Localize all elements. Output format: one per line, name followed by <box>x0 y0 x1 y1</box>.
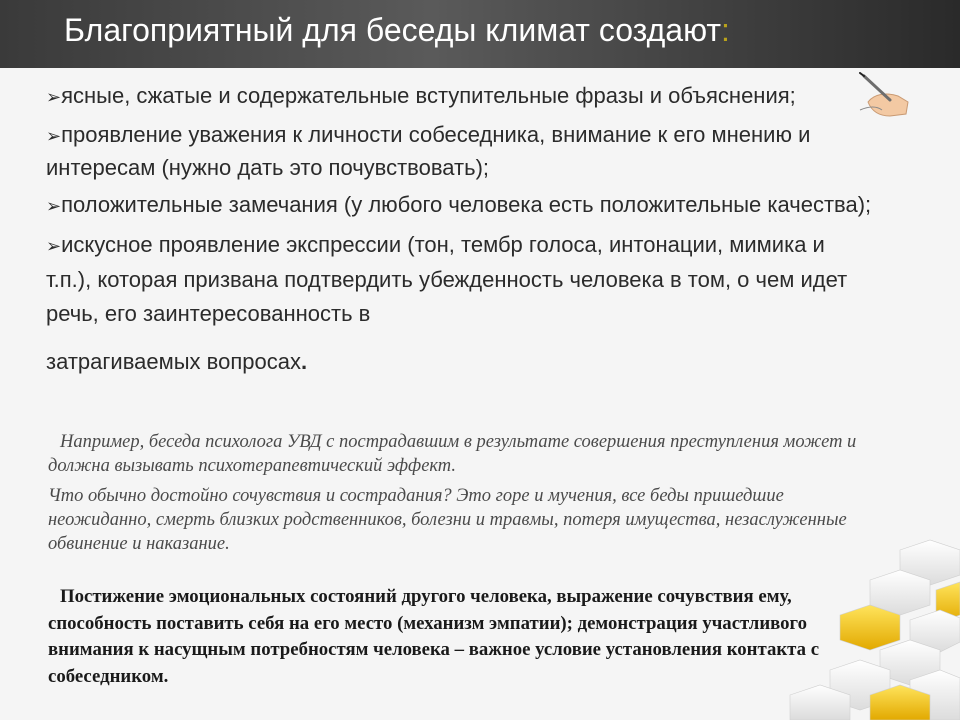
arrow-bullet-icon: ➢ <box>46 126 62 146</box>
bullet-text: положительные замечания (у любого человека есть положительные качества); <box>61 192 872 217</box>
example-paragraph <box>48 484 878 556</box>
bullet-item <box>46 189 876 222</box>
bullet-list <box>46 80 876 385</box>
slide-title-text: Благоприятный для беседы климат создают <box>64 12 722 48</box>
bullet-text: искусное проявление экспрессии (тон, тембр голоса, интонации, мимика и т.п.), которая призвана подтвердить убежденность человека в том, о чем идет речь, его заинтересованность в <box>46 232 848 326</box>
slide-title-colon: : <box>721 12 730 48</box>
arrow-bullet-icon: ➢ <box>46 236 62 256</box>
slide-title <box>64 12 730 49</box>
bullet-text-tail <box>46 345 876 379</box>
conclusion-paragraph <box>48 584 878 690</box>
conclusion-text: Постижение эмоциональных состояний другого человека, выражение сочувствия ему, способность поставить себя на его место (механизм эмпатии); демонстрация участливого внимания к насущным потребностям человека – важное условие установления контакта с собеседником. <box>48 586 820 687</box>
title-bar <box>0 0 960 68</box>
example-text: Что обычно достойно сочувствия и сострадания? Это горе и мучения, все беды пришедшие неожиданно, смерть близких родственников, болезни и травмы, потеря имущества, незаслуженные обвинение и наказание. <box>48 486 847 554</box>
bullet-tail-dot: . <box>300 349 308 374</box>
cubes-decoration <box>760 520 960 720</box>
bullet-item <box>46 228 876 379</box>
bullet-tail-text: затрагиваемых вопросах <box>46 349 301 374</box>
arrow-bullet-icon: ➢ <box>46 196 62 216</box>
example-paragraph <box>48 430 878 478</box>
bullet-text: ясные, сжатые и содержательные вступительные фразы и объяснения; <box>61 83 796 108</box>
bullet-item <box>46 80 876 113</box>
examples-block <box>48 430 878 562</box>
arrow-bullet-icon: ➢ <box>46 87 62 107</box>
bullet-text: проявление уважения к личности собеседника, внимание к его мнению и интересам (нужно дать это почувствовать); <box>46 122 811 180</box>
bullet-item <box>46 119 876 183</box>
example-text: Например, беседа психолога УВД с пострадавшим в результате совершения преступления может и должна вызывать психотерапевтический эффект. <box>48 432 857 476</box>
